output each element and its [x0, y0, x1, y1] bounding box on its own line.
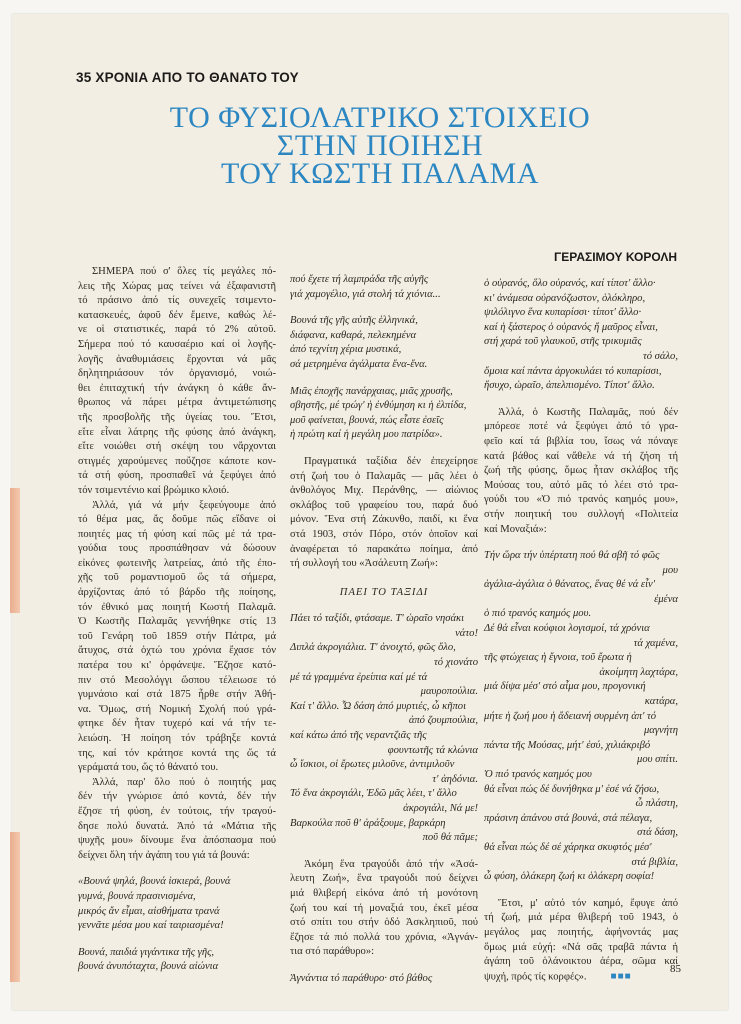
text-line: φτηκε δέν ἦταν τυχερό καί νά τήν τε- — [78, 718, 276, 730]
title-line: ΤΟΥ ΚΩΣΤΗ ΠΑΛΑΜΑ — [220, 157, 539, 190]
text-line: Ἀκόμη ἕνα τραγούδι ἀπό τήν «Ἀσά- — [304, 858, 478, 870]
verse-line: Καί τ' ἄλλο. Ὦ δάση ἀπό μυρτιές, ὦ κῆποι — [290, 700, 467, 712]
verse-line: γυμνά, βουνά πρασινισμένα, — [78, 890, 196, 902]
text-line: δείχνει ὅλη τήν ἀγάπη του γιά τά βουνά: — [78, 849, 250, 861]
verse-line: Ὁ πιό τρανός καημός μου — [484, 769, 592, 780]
text-line: τῆς προσβολῆς τῆς ὑγείας του. Ἔτσι, — [78, 411, 276, 423]
tape-mark — [10, 488, 20, 613]
verse-line: Πάει τό ταξίδι, φτάσαμε. Τ' ὡραῖο νησάκι — [290, 613, 465, 625]
verse-line: ὁ οὐρανός, ὅλο οὐρανός, καί τίποτ' ἄλλο· — [484, 278, 656, 289]
verse-line: σά μετρημένα ἀγάλματα ἕνα-ἕνα. — [290, 358, 428, 370]
text-line: λειώση. Ἡ ποίηση τόν τράβηξε κοντά — [78, 733, 276, 744]
article-title — [110, 101, 650, 190]
text-line: Ἀλλά, παρ' ὅλο πού ὁ ποιητής μας — [92, 776, 276, 788]
verse-line: κι' ἀνάμεσα οὐρανόζωστον, ὁλόκληρο, — [484, 292, 646, 304]
verse-line-continuation: ἐμένα — [654, 593, 678, 605]
text-line: ἀγάπη τοῦ ὁλάνοικτου ἀέρα, σῶμα καί — [484, 956, 678, 968]
verse-line: μήτε ἡ ζωή μου ἡ ἄδειανή συρμένη ἀπ' τό — [484, 710, 657, 722]
text-line: ἄτυχος, στά ὀχτώ του χρόνια ἔχασε τόν — [78, 645, 276, 657]
text-line: θρωπος νά πάρει μέτρα ἀντιμετώπισης — [78, 397, 276, 409]
text-line: Πραγματικά ταξίδια δέν ἐπεχείρησε — [304, 455, 478, 467]
verse-line: ὅμοια καί πάντα ἀργοκυλάει τό κυπαρίσσι, — [484, 365, 662, 377]
text-column-3 — [484, 277, 678, 985]
text-line: κατασκευές, ἀφοῦ δέν ἔμεινε, καθώς λέ- — [78, 309, 276, 321]
text-line: τή ζωή, μιά μέρα θλιβερή τοῦ 1943, ὁ — [484, 912, 678, 924]
verse-line: ὦ ἴσκιοι, οἱ ἔρωτες μιλοῦνε, ἀντιμιλοῦν — [290, 759, 455, 771]
tape-mark — [10, 832, 20, 982]
text-line: Ἀλλά, γιά νά μήν ξεφεύγουμε ἀπό — [92, 499, 276, 511]
text-line: δέν τήν γνώρισε ἀπό κοντά, δέν τήν — [78, 791, 276, 803]
paragraph — [484, 406, 678, 537]
text-line: ἔζησε τά πιό πολλά του χρόνια, «Ἀγνάν- — [290, 931, 478, 943]
text-line: ψυχῆς μου» δίνουμε ἕνα ἀπόσπασμα πού — [78, 835, 276, 847]
text-line: τόν τσιμεντένιο καί βρώμικο κλοιό. — [78, 484, 230, 496]
verse-line: βουνά ἀνυπόταχτα, βουνά αἰώνια — [78, 961, 219, 973]
text-line: χῆς τοῦ ρομαντισμοῦ ὥς τά σήμερα, — [78, 572, 276, 584]
verse-line: μοῦ φαίνεται, βουνά, πώς εἶστε ἐσεῖς — [290, 414, 444, 426]
text-line: τόν ἐθνικό μας ποιητή Κωστή Παλαμᾶ. — [78, 601, 276, 613]
text-line: δησε πολύ δυνατά. Ἀπό τά «Μάτια τῆς — [78, 820, 276, 832]
text-line: ἀναφέρεται τό παρακάτω ποίημα, ἀπό — [290, 543, 478, 555]
verse-line: Δέ θά εἶναι κούφιοι λογισμοί, τά χρόνια — [484, 623, 650, 635]
verse-line-continuation: τ' ἀηδόνια. — [432, 773, 478, 785]
text-line: να. Ὅμως, στή Νομική Σχολή πού γρά- — [78, 703, 276, 715]
text-line: γούδι του «Ὁ πιό τρανός καημός μου», — [484, 494, 678, 506]
verse-line: ἀπό τεχνίτη χέρια μυστικά, — [290, 344, 402, 356]
paragraph — [290, 455, 478, 572]
verse-line: πάντα τῆς Μούσας, μήτ' ἐσύ, χιλιάκριβό — [484, 739, 651, 751]
verse-line-continuation: τό χιονάτο — [434, 657, 478, 669]
verse-line: πράσινη ἀπάνου στά βουνά, στά πέλαγα, — [484, 812, 653, 824]
text-line: γούδια τους προσπάθησαν νά δώσουν — [78, 543, 276, 555]
paragraph — [290, 858, 478, 960]
page-number: 85 — [670, 963, 681, 975]
text-line: γεράματά του, ὥς τό θάνατό του. — [78, 762, 219, 774]
verse-line-continuation: μαγνήτη — [643, 725, 678, 737]
verse-line: ὦ φύση, ὁλάκερη ζωή κι ὁλάκερη σοφία! — [484, 871, 655, 883]
verse-line: Διπλά ἀκρογιάλια. Τ' ἀνοιχτό, φῶς ὅλο, — [290, 642, 456, 654]
text-line: ὅμως μιά εὐχή: «Νά σᾶς τραβᾶ πάντα ἡ — [484, 941, 678, 953]
verse-stanza — [78, 946, 276, 975]
text-line: ΣΗΜΕΡΑ πού σ' ὅλες τίς μεγάλες πό- — [92, 266, 276, 277]
text-line: εἴτε εἶναι λάτρης τῆς φύσης ἀπό ἀνάγκη, — [78, 426, 276, 438]
text-line: κατά βάθος καί νἄθελε νά τή ζήση τή — [484, 450, 678, 462]
poem-title: ΠΑΕΙ ΤΟ ΤΑΞΙΔΙ — [339, 586, 429, 598]
verse-line-continuation: ἀπό ζουμπούλια, — [408, 715, 478, 727]
paragraph — [484, 897, 678, 985]
text-line: ζωή του καί τή μοναξιά του, ἐκεῖ μέσα — [290, 902, 478, 914]
text-line: τοῦ Γενάρη τοῦ 1859 στήν Πάτρα, μά — [78, 630, 276, 642]
verse-line: Μιᾶς ἐποχῆς πανάρχαιας, μιᾶς χρυσῆς, — [290, 385, 453, 397]
text-line: τά στή φύση, προσπαθεῖ νά ξεφύγει ἀπό — [78, 470, 276, 482]
title-line: ΣΤΗΝ ΠΟΙΗΣΗ — [276, 129, 484, 162]
text-line: πιν στό Μεσολόγγι ὥσπου τέλειωσε τό — [78, 674, 276, 686]
verse-line: γιά χαμογέλιο, γιά στολή τά χιόνια... — [290, 288, 441, 300]
text-line: μόνον. Ἕνα στή Ζάκυνθο, παιδί, κι ἕνα — [290, 514, 478, 526]
text-line: τια στό παράθυρο»: — [290, 946, 375, 958]
text-line: γυμνάσιο καί στά 1875 ἦρθε στήν Ἀθή- — [78, 689, 276, 701]
verse-line: διάφανα, καθαρά, πελεκημένα — [290, 329, 417, 341]
paragraph — [78, 499, 276, 776]
verse-line-continuation: μου — [662, 564, 678, 576]
text-line: ποιητές μας τή φύση καί πῶς μέ τά τρα- — [78, 528, 276, 540]
text-line: λευτη Ζωή», ἕνα τραγούδι πού δείχνει — [290, 873, 478, 885]
verse-line: Βουνά, παιδιά γιγάντικα τῆς γῆς, — [78, 946, 215, 958]
verse-line: ἡ πρώτη καί ἡ μεγάλη μου πατρίδα». — [290, 429, 443, 441]
text-line: Μούσας του, αὐτό μᾶς τό λέει στό τρα- — [484, 479, 678, 491]
verse-stanza — [484, 549, 678, 885]
text-line: δηλητηριάσουν τόν ὀργανισμό, νοιώ- — [78, 368, 276, 380]
text-line: Ἔτσι, μ' αὐτό τόν καημό, ἔφυγε ἀπό — [498, 897, 678, 909]
kicker: 35 ΧΡΟΝΙΑ ΑΠΟ ΤΟ ΘΑΝΑΤΟ ΤΟΥ — [76, 70, 299, 85]
verse-line: Ἀγνάντια τό παράθυρο· στό βάθος — [290, 972, 433, 984]
text-line: Ὁ Κωστῆς Παλαμᾶς γεννήθηκε στίς 13 — [78, 616, 276, 628]
text-line: ἀνθολόγος Μιχ. Περάνθης, — αἰώνιος — [290, 485, 478, 497]
verse-line-continuation: νάτο! — [455, 627, 478, 639]
text-line: καί Μοναξιά»: — [484, 523, 547, 535]
verse-line: ἀγάλια-ἀγάλια ὁ θάνατος, ἕνας θέ νά εἶν' — [484, 579, 656, 591]
verse-line: στή χαρά τοῦ γλαυκοῦ, στῆς τρικυμιᾶς — [484, 336, 642, 348]
text-line: μεγάλος μας ποιητής, ἀφήνοντάς μας — [484, 926, 678, 938]
verse-line: ψιλόλιγνο ἕνα κυπαρίσσι· τίποτ' ἄλλο· — [484, 307, 642, 319]
paragraph — [78, 265, 276, 499]
text-line: νε οἱ στατιστικές, παρά τό 2% αὐτοῦ. — [78, 324, 276, 336]
verse-line: καί ἡ ξάστερος ὁ οὐρανός ἤ μαῦρος εἶναι, — [484, 321, 658, 333]
verse-line-continuation: τό σάλο, — [642, 350, 678, 362]
verse-line-continuation: ὦ πλάστη, — [635, 798, 678, 810]
verse-line: θά εἶναι πώς δέ δυνήθηκα μ' ἐσέ νά ζήσω, — [484, 783, 660, 795]
verse-line-continuation: στά δάση, — [637, 827, 678, 839]
text-line: ζωή τῆς φύσης, ὅμως ἦταν σκλάβος τῆς — [484, 465, 678, 477]
text-line: Ἀλλά, ὁ Κωστῆς Παλαμᾶς, πού δέν — [498, 406, 678, 418]
text-column-2 — [290, 273, 478, 987]
verse-line: καί κάτω ἀπό τῆς νεραντζιᾶς τῆς — [290, 730, 427, 742]
verse-line: «Βουνά ψηλά, βουνά ἰσκιερά, βουνά — [78, 876, 231, 888]
text-line: λεις τῆς Χώρας μας τείνει νά ἐξαφανιστῆ — [78, 280, 276, 292]
verse-line: γεννᾶτε μέσα μου καί ταιριασμένα! — [78, 920, 224, 932]
text-line: σκλάβος τοῦ γραφείου του, παρά δυό — [290, 499, 478, 511]
text-line-content: ψυχή, πρός τίς κορφές». — [484, 971, 587, 983]
verse-line: σβηστῆς, μέ τρώγ' ἡ ἐνθύμηση κι ἡ ἐλπίδα, — [290, 400, 467, 412]
verse-line: ὁ πιό τρανός καημός μου. — [484, 608, 592, 620]
text-line: στιγμές χαρούμενες ποὔζησε κάποτε κον- — [78, 455, 276, 467]
verse-line: Τό ἕνα ἀκρογιάλι, Ἐδῶ μᾶς λέει, τ' ἄλλο — [290, 788, 457, 800]
verse-line-continuation: φουντωτῆς τά κλώνια — [387, 744, 478, 756]
text-line: τή συλλογή του «Ἀσάλευτη Ζωή»: — [290, 558, 438, 570]
text-line: λογῆς ἀναθυμιάσεις ἔρχονται νά μᾶς — [78, 353, 276, 365]
text-line: μπόρεσε ποτέ νά ξεφύγει ἀπό τό γρα- — [484, 421, 678, 433]
verse-line: μέ τά γραμμένα ἐρείπια καί μέ τά — [290, 671, 428, 683]
text-line: της, καί τόν κράτησε κοντά της ὥς τά — [78, 747, 276, 759]
verse-stanza — [290, 385, 478, 443]
text-line: στή ζωή του ὁ Παλαμᾶς — μᾶς λέει ὁ — [290, 470, 478, 482]
text-line: ἀρχίζοντας ἀπό τό βάρδο τῆς ποίησης, — [78, 587, 276, 599]
verse-stanza — [290, 972, 478, 987]
verse-line-continuation: μου σπίτι. — [637, 754, 678, 766]
title-line: ΤΟ ΦΥΣΙΟΛΑΤΡΙΚΟ ΣΤΟΙΧΕΙΟ — [169, 101, 591, 134]
verse-stanza — [78, 875, 276, 933]
verse-line: μικρός ἄν εἶμαι, αἰσθήματα τρανά — [78, 905, 220, 917]
text-line: εἰκόνες φωτεινῆς λατρείας, ἀπό τῆς ἐπο- — [78, 557, 276, 569]
text-line: θει ἐπιταχτική τήν ἀνάγκη ὁ κάθε ἄν- — [78, 382, 276, 394]
paragraph — [78, 776, 276, 864]
verse-line: πού ἔχετε τή λαμπράδα τῆς αὐγῆς — [290, 274, 429, 285]
verse-line: Τήν ὥρα τήν ὑπέρτατη πού θά σβῆ τό φῶς — [484, 550, 660, 562]
text-line: στά 1903, στόν Πόρο, στόν ὁποῖον καί — [290, 528, 478, 540]
verse-line: Βαρκούλα ποῦ θ' ἀράξουμε, βαρκάρη — [290, 817, 446, 829]
text-line: φεῖο καί τά βιβλία του, ἴσως νά πόναγε — [484, 435, 678, 447]
author-byline: ΓΕΡΑΣΙΜΟΥ ΚΟΡΟΛΗ — [554, 250, 677, 264]
text-line: στό σπίτι του στήν ὁδό Ἀσκληπιοῦ, πού — [290, 917, 478, 929]
verse-stanza — [290, 314, 478, 372]
verse-line-continuation: τά χαμένα, — [633, 637, 678, 649]
verse-line-continuation: κατάρα, — [644, 696, 678, 708]
verse-line-continuation: ἀκρογιάλι, Νά με! — [403, 803, 478, 814]
text-line: στήν ποιητική του συλλογή «Πολιτεία — [484, 508, 678, 520]
text-line: μιά θλιβερή εἰκόνα ἀπό τή μονότονη — [290, 887, 478, 899]
text-line: ἔζησε τή φύση, ἐν τούτοις, τήν τραγού- — [78, 805, 276, 817]
verse-line-continuation: ποῦ θά πᾶμε; — [422, 832, 478, 844]
text-column-1 — [78, 265, 276, 975]
verse-line-continuation: στά βιβλία, — [631, 856, 678, 868]
verse-line-continuation: μαυροπούλια. — [420, 686, 478, 698]
verse-stanza — [290, 273, 478, 302]
end-mark: ■■■ — [610, 970, 632, 982]
text-line: Σήμερα πού τό καυσαέριο καί οἱ λογῆς- — [78, 338, 276, 350]
verse-line-continuation: ἀκοίμητη λαχτάρα, — [599, 666, 678, 678]
verse-stanza — [290, 612, 478, 846]
text-line: εἴτε νοιώθει στή σκέψη του νἄρχονται — [78, 441, 276, 453]
verse-line: μιά δίψα μέσ' στό αἷμα μου, προγονική — [484, 681, 646, 693]
text-line: πατέρα του κι' ὀρφάνεψε. Ἔζησε κατό- — [78, 660, 276, 672]
verse-line: θά εἶναι πώς δέ σέ χάρηκα σκυφτός μέσ' — [484, 841, 652, 853]
verse-line: Βουνά τῆς γῆς αὐτῆς ἑλληνικά, — [290, 315, 418, 327]
text-line — [484, 970, 678, 985]
text-line: τό θέμα μας, ἄς δοῦμε πῶς εἴδανε οἱ — [78, 514, 276, 526]
verse-line: ἥσυχο, ὡραῖο, ἀπελπισμένο. Τίποτ' ἄλλο. — [484, 380, 655, 392]
verse-stanza — [484, 277, 678, 394]
verse-line: τῆς φτώχειας ἡ ἔγνοια, τοῦ ἔρωτα ἡ — [484, 652, 632, 664]
text-line: τό πράσινο ἀπό τίς συνεχεῖς τσιμεντο- — [78, 295, 276, 307]
